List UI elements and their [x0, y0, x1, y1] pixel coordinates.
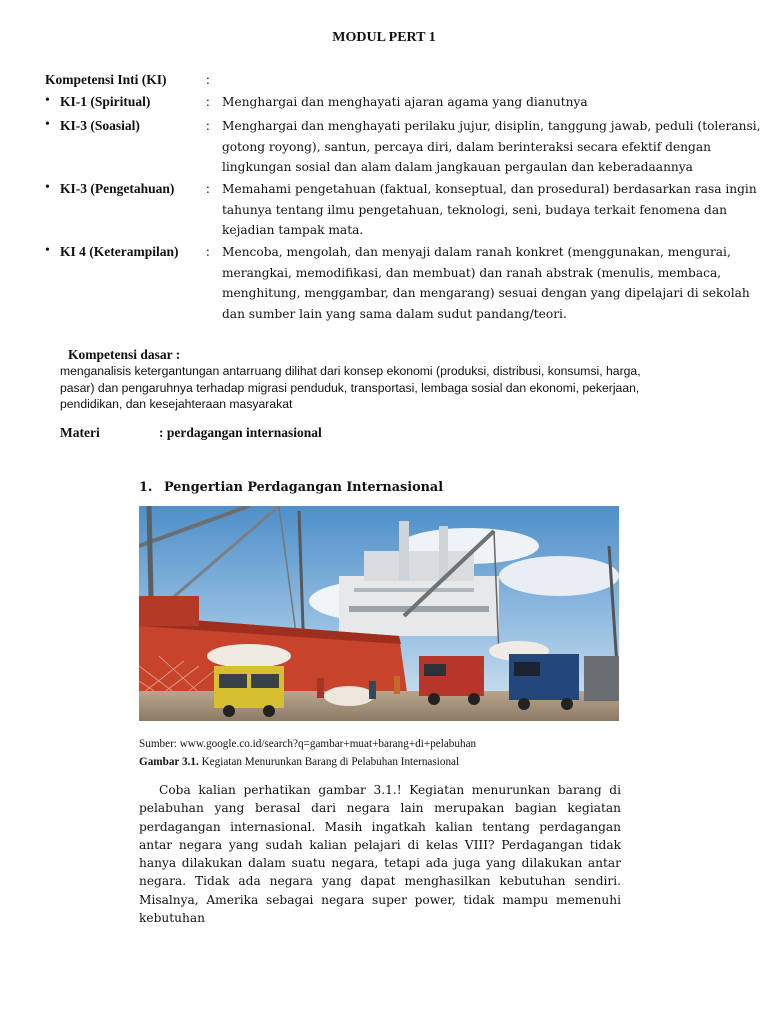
ki-bullet-4: •	[45, 243, 50, 258]
ki-colon-2: :	[206, 118, 210, 133]
section-number: 1.	[139, 480, 153, 495]
figure-caption-text: Kegiatan Menurunkan Barang di Pelabuhan Internasional	[198, 756, 460, 768]
ki-label-3: KI-3 (Pengetahuan)	[60, 181, 175, 196]
ki-bullet-3: •	[45, 180, 50, 195]
materi-label: Materi	[60, 425, 100, 440]
ki-text-1: Menghargai dan menghayati ajaran agama yang dianutnya	[222, 95, 588, 109]
ki-colon-4: :	[206, 244, 210, 259]
figure-label: Gambar 3.1.	[139, 756, 199, 768]
ki-heading-colon: :	[206, 72, 210, 87]
page-title: MODUL PERT 1	[332, 30, 436, 45]
kd-text: menganalisis ketergantungan antarruang dilihat dari konsep ekonomi (produksi, distribusi, konsumsi, harga, pasar) dan pengaruhnya terhadap migrasi penduduk, transportasi, lembaga sosial dan ekonomi, pekerjaan, pendidikan, dan kesejahteraan masyarakat	[60, 364, 641, 411]
body-paragraph: Coba kalian perhatikan gambar 3.1.! Kegiatan menurunkan barang di pelabuhan yang berasal dari negara lain merupakan bagian kegiatan perdagangan internasional. Masih ingatkah kalian tentang perdagangan antar negara yang sudah kalian pelajari di kelas VIII? Perdagangan tidak hanya dilakukan dalam suatu negara, tetapi ada juga yang dilakukan antar negara. Tidak ada negara yang dapat menghasilkan kebutuhan sendiri. Misalnya, Amerika sebagai negara super power, tidak mampu memenuhi kebutuhan	[139, 783, 621, 926]
ki-bullet-2: •	[45, 117, 50, 132]
section-title: Pengertian Perdagangan Internasional	[164, 480, 444, 495]
figure-caption	[139, 756, 459, 768]
ki-heading: Kompetensi Inti (KI)	[45, 72, 167, 87]
ki-label-1: KI-1 (Spiritual)	[60, 94, 151, 109]
materi-value: : perdagangan internasional	[159, 425, 322, 440]
ki-label-4: KI 4 (Keterampilan)	[60, 244, 179, 259]
port-photo	[139, 506, 619, 721]
ki-colon-1: :	[206, 94, 210, 109]
ki-label-2: KI-3 (Soasial)	[60, 118, 140, 133]
figure-source: Sumber: www.google.co.id/search?q=gambar+muat+barang+di+pelabuhan	[139, 738, 477, 750]
ki-text-2: Menghargai dan menghayati perilaku jujur, disiplin, tanggung jawab, peduli (toleransi, gotong royong), santun, percaya diri, dalam berinteraksi secara efektif dengan lingkungan sosial dan alam dalam jangkauan pergaulan dan keberadaannya	[222, 119, 761, 175]
ki-text-4: Mencoba, mengolah, dan menyaji dalam ranah konkret (menggunakan, mengurai, merangkai, memodifikasi, dan membuat) dan ranah abstrak (menulis, membaca, menghitung, menggambar, dan mengarang) sesuai dengan yang dipelajari di sekolah dan sumber lain yang sama dalam sudut pandang/teori.	[222, 245, 750, 322]
ki-bullet-1: •	[45, 93, 50, 108]
ki-text-3: Memahami pengetahuan (faktual, konseptual, dan prosedural) berdasarkan rasa ingin tahunya tentang ilmu pengetahuan, teknologi, seni, budaya terkait fenomena dan kejadian tampak mata.	[222, 182, 757, 238]
kd-heading: Kompetensi dasar :	[68, 347, 181, 362]
ki-colon-3: :	[206, 181, 210, 196]
